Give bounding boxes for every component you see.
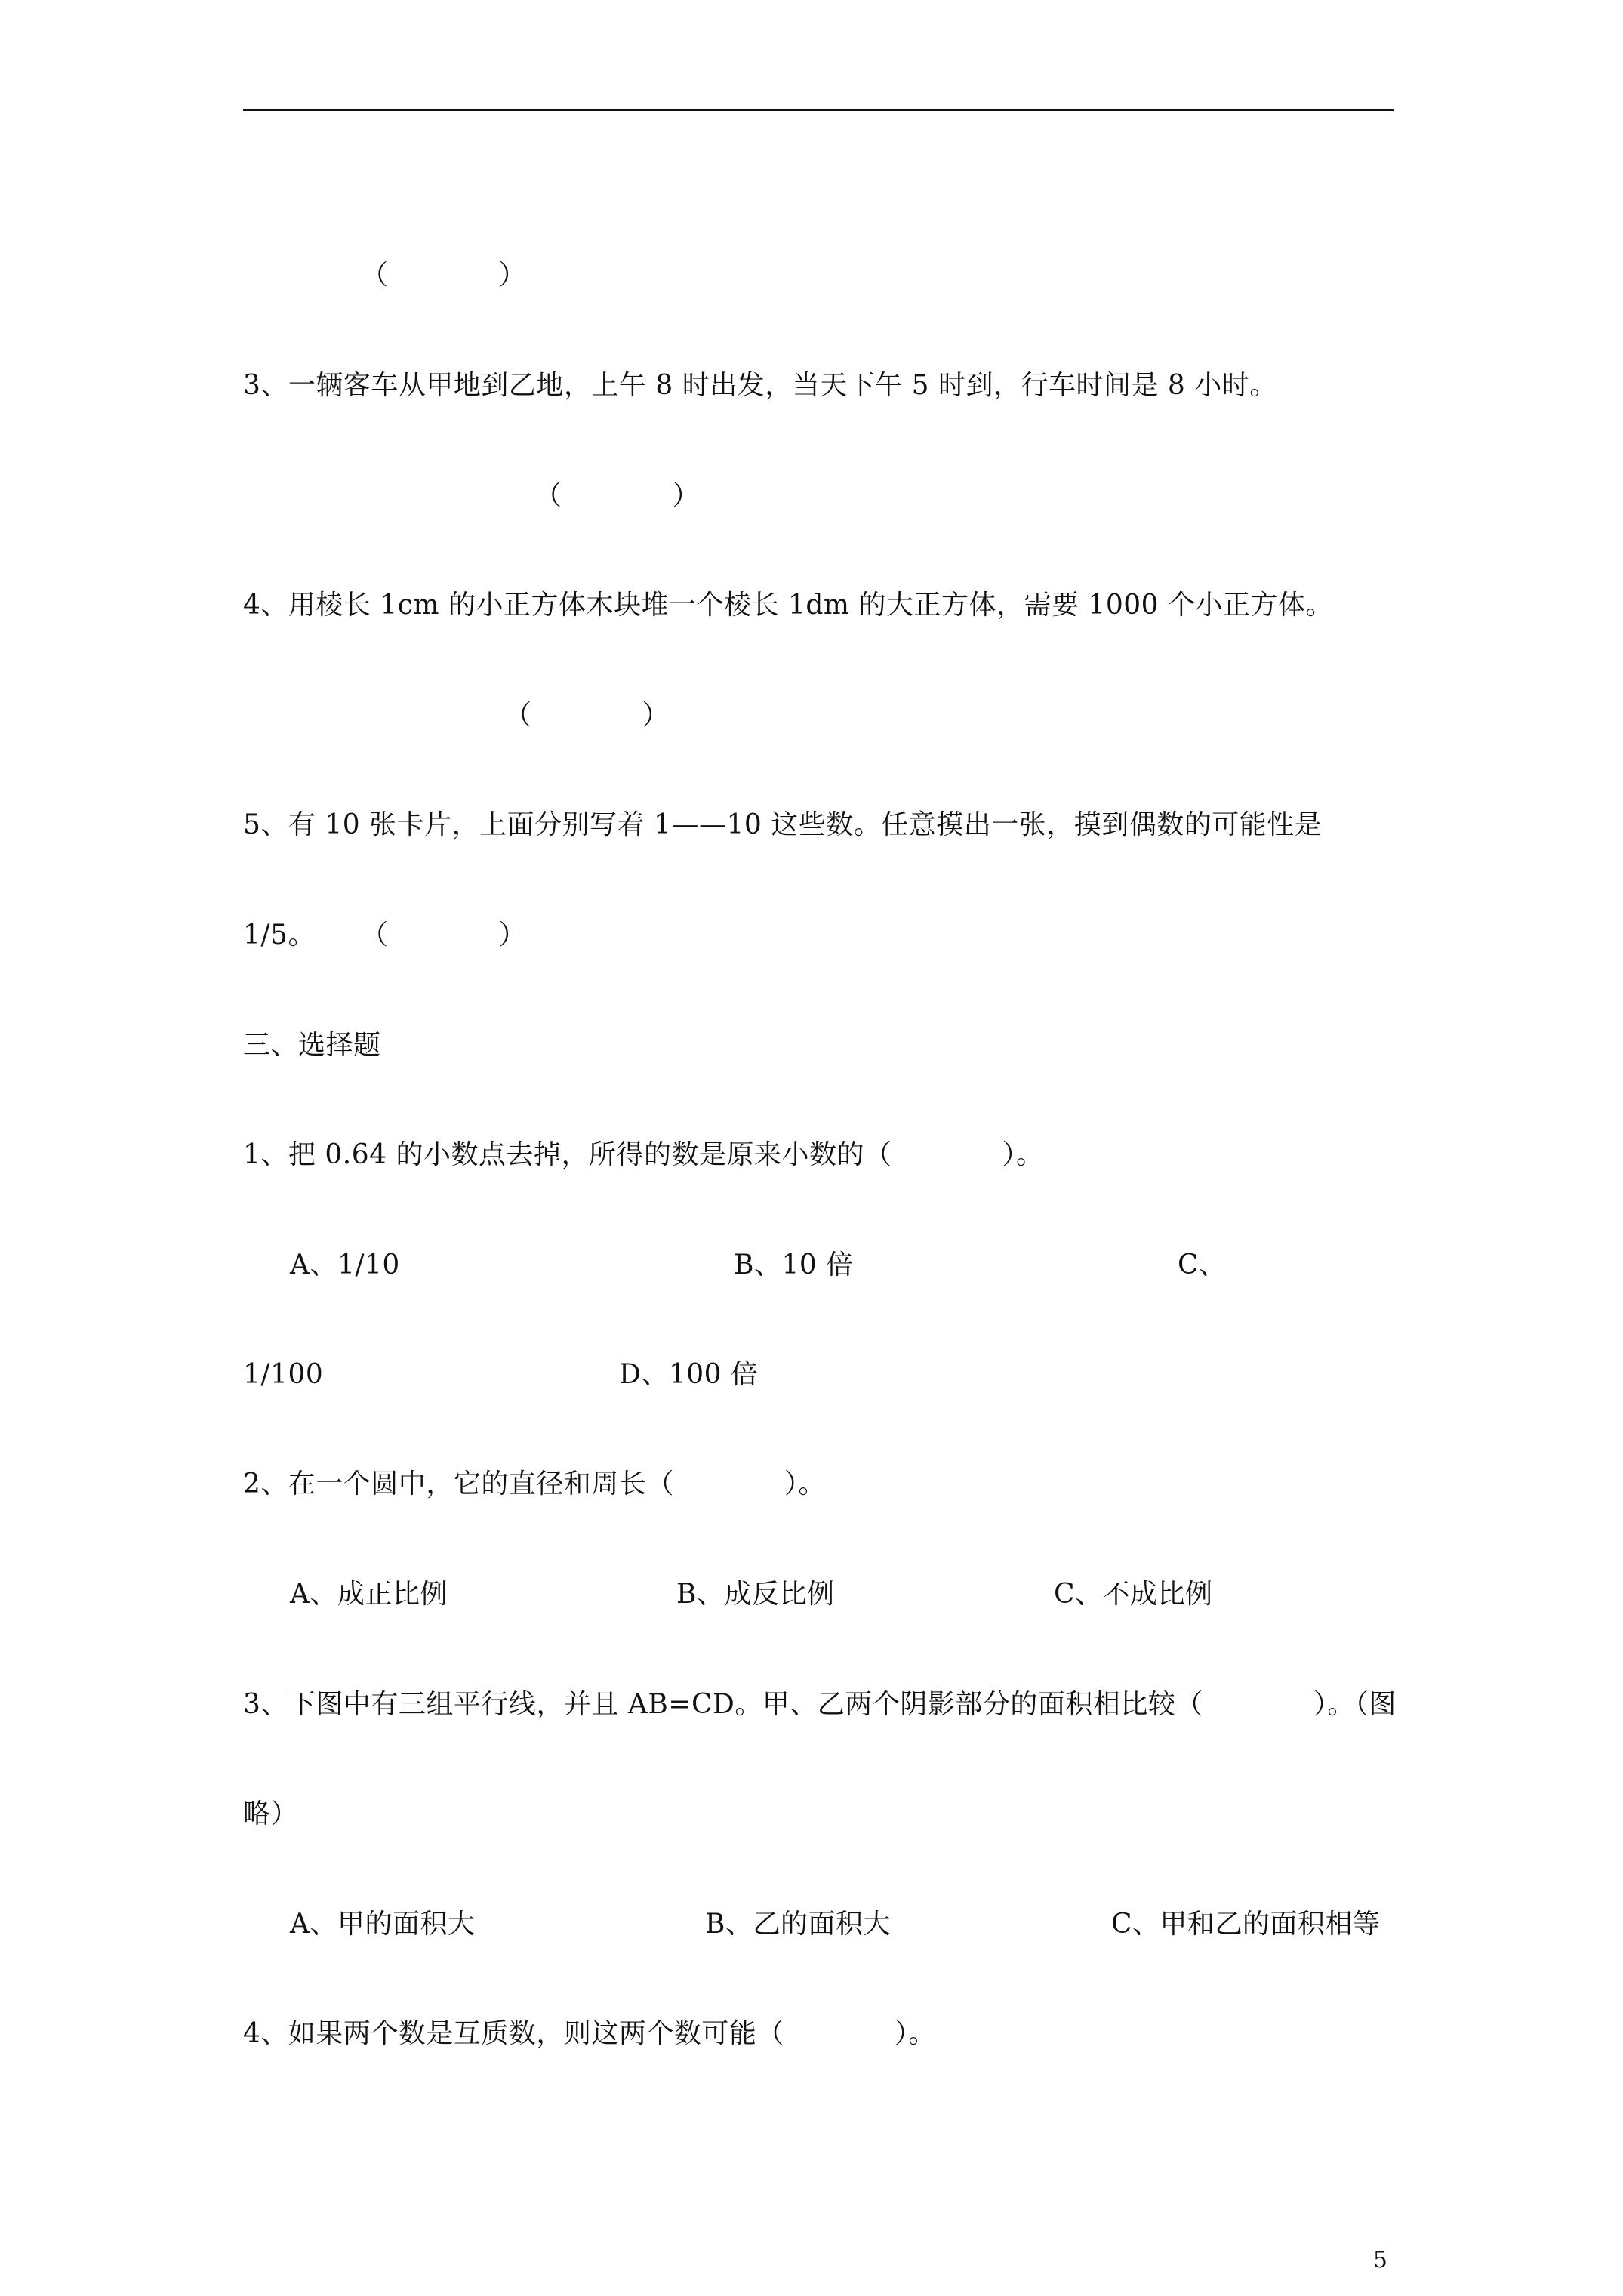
mc-q1-option-c-label: C、 xyxy=(1178,1250,1227,1281)
mc-q1-option-c-value: 1/100 xyxy=(243,1359,324,1390)
mc-q3-option-b: B、乙的面积大 xyxy=(705,1909,891,1940)
mc-q4-text: 4、如果两个数是互质数，则这两个数可能（ ）。 xyxy=(243,2018,936,2049)
mc-q3-option-c: C、甲和乙的面积相等 xyxy=(1111,1909,1381,1940)
mc-q2-option-c: C、不成比例 xyxy=(1054,1579,1213,1610)
tf-q5-text-line1: 5、有 10 张卡片，上面分别写着 1——10 这些数。任意摸出一张，摸到偶数的可能性是 xyxy=(243,809,1323,840)
page-number: 5 xyxy=(1372,2247,1387,2273)
tf-q4-answer-blank: （ ） xyxy=(504,700,670,731)
tf-q5-answer-blank: （ ） xyxy=(361,920,527,951)
mc-q1-option-b: B、10 倍 xyxy=(734,1250,854,1281)
mc-q1-option-a: A、1/10 xyxy=(290,1250,400,1281)
header-rule xyxy=(243,109,1394,111)
tf-q5-text-line2: 1/5。 xyxy=(243,920,316,951)
mc-q1-text: 1、把 0.64 的小数点去掉，所得的数是原来小数的（ ）。 xyxy=(243,1139,1044,1170)
section-heading: 三、选择题 xyxy=(243,1030,381,1061)
mc-q3-text-line1: 3、下图中有三组平行线，并且 AB=CD。甲、乙两个阴影部分的面积相比较（ ）。（图 xyxy=(243,1689,1397,1720)
mc-q2-option-b: B、成反比例 xyxy=(676,1579,835,1610)
mc-q3-option-a: A、甲的面积大 xyxy=(290,1909,476,1940)
mc-q2-option-a: A、成正比例 xyxy=(290,1579,448,1610)
tf-q3-answer-blank: （ ） xyxy=(534,480,701,511)
mc-q2-text: 2、在一个圆中，它的直径和周长（ ）。 xyxy=(243,1469,826,1499)
tf-q4-text: 4、用棱长 1cm 的小正方体木块堆一个棱长 1dm 的大正方体，需要 1000 个小正方体。 xyxy=(243,590,1333,621)
mc-q1-option-d: D、100 倍 xyxy=(619,1359,759,1390)
mc-q3-text-line2: 略） xyxy=(243,1798,299,1829)
tf-q3-text: 3、一辆客车从甲地到乙地，上午 8 时出发，当天下午 5 时到，行车时间是 8 小时。 xyxy=(243,370,1277,401)
tf-q2-answer-blank: （ ） xyxy=(361,260,527,291)
